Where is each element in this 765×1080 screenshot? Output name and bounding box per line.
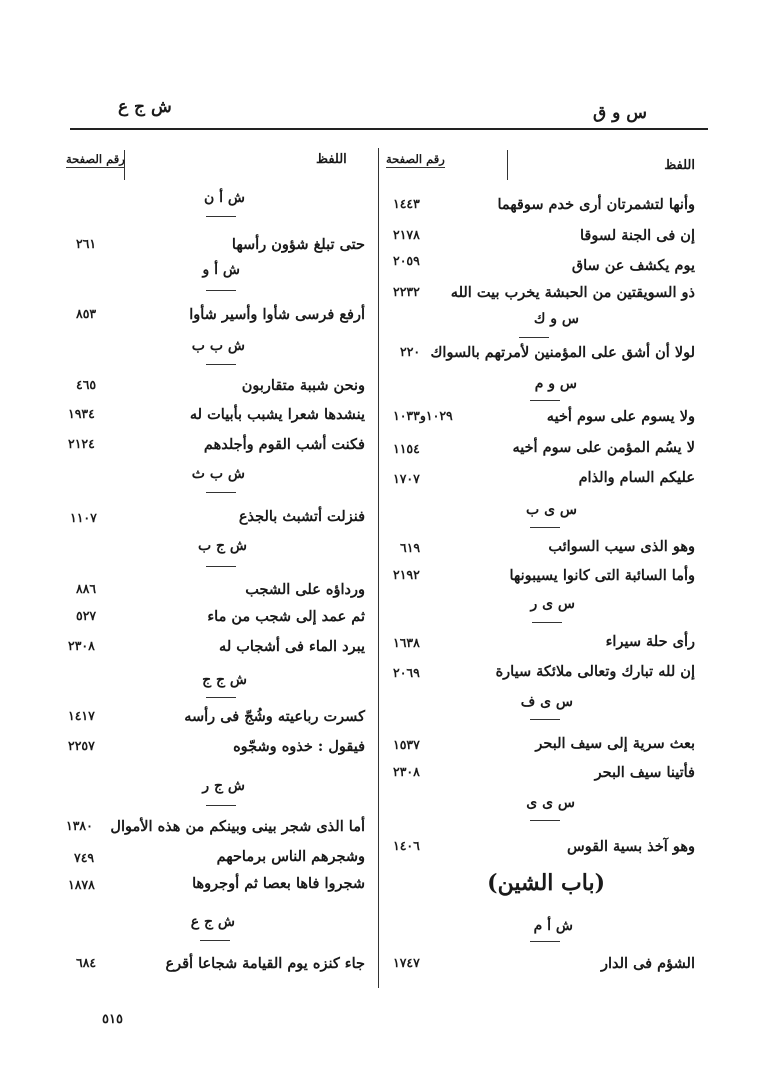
- root-heading: س ى ب: [526, 502, 577, 518]
- page-ref: ٢١٩٢: [393, 567, 420, 582]
- page-ref: ١١٠٧: [70, 510, 97, 525]
- root-heading: س ى ى: [526, 795, 575, 811]
- list-item: الشؤم فى الدار: [600, 955, 695, 972]
- root-heading: ش ب ث: [191, 466, 245, 482]
- page-ref: ٧٤٩: [74, 850, 95, 865]
- list-item: يوم يكشف عن ساق: [571, 257, 695, 274]
- right-word-heading: اللفظ: [664, 158, 695, 173]
- page-ref: ١٥٣٧: [393, 737, 420, 752]
- page-ref: ٢٣٠٨: [68, 638, 95, 653]
- page-ref: ١٨٧٨: [68, 877, 95, 892]
- root-heading: ش أ م: [533, 918, 573, 934]
- page-ref: ٢٣٠٨: [393, 764, 420, 779]
- root-heading: ش ج ج: [202, 672, 247, 688]
- root-divider: [530, 820, 560, 821]
- page-ref: ١٦٣٨: [393, 635, 420, 650]
- page-ref: ٢٦١: [76, 236, 97, 251]
- root-heading: ش ب ب: [191, 338, 245, 354]
- list-item: كسرت رباعيته وشُجّ فى رأسه: [184, 708, 365, 725]
- page-number: ٥١٥: [102, 1012, 123, 1027]
- root-heading: س و م: [534, 376, 577, 392]
- list-item: ذو السويقتين من الحبشة يخرب بيت الله: [450, 284, 695, 301]
- list-item: حتى تبلغ شؤون رأسها: [231, 236, 365, 253]
- running-header-left: ش ج ع: [118, 97, 172, 117]
- page-ref: ١١٥٤: [393, 441, 420, 456]
- root-divider: [530, 527, 560, 528]
- root-heading: ش أ و: [202, 262, 240, 278]
- root-divider: [530, 941, 560, 942]
- list-item: يبرد الماء فى أشجاب له: [219, 638, 365, 655]
- list-item: بعث سرية إلى سيف البحر: [535, 735, 695, 752]
- root-heading: س ى ف: [520, 694, 573, 710]
- page-ref: ٢٢٥٧: [68, 738, 95, 753]
- header-rule: [70, 128, 708, 130]
- root-divider: [206, 805, 236, 806]
- list-item: أرفع فرسى شأوا وأسير شأوا: [189, 306, 365, 323]
- list-item: ثم عمد إلى شجب من ماء: [207, 608, 365, 625]
- list-item: فنزلت أتشبث بالجذع: [238, 508, 365, 525]
- root-heading: س و ك: [533, 311, 579, 327]
- root-divider: [206, 216, 236, 217]
- list-item: فيقول : خذوه وشجّوه: [233, 738, 365, 755]
- left-word-heading: اللفظ: [316, 152, 347, 167]
- page-ref: ٦٨٤: [76, 955, 97, 970]
- root-heading: ش أ ن: [203, 190, 245, 206]
- list-item: شجروا فاها بعصا ثم أوجروها: [192, 875, 365, 892]
- page-ref: ١٧٤٧: [393, 955, 420, 970]
- page-ref: ٥٢٧: [76, 608, 97, 623]
- page-ref: ٢٠٦٩: [393, 665, 420, 680]
- root-divider: [519, 337, 549, 338]
- root-divider: [206, 697, 236, 698]
- list-item: ورداؤه على الشجب: [245, 581, 365, 598]
- page-ref: ٢١٢٤: [68, 436, 95, 451]
- root-divider: [200, 940, 230, 941]
- running-header-right: س و ق: [593, 103, 647, 123]
- list-item: ولا يسوم على سوم أخيه: [546, 408, 695, 425]
- page-ref: ١٩٣٤: [68, 406, 95, 421]
- list-item: عليكم السام والذام: [578, 469, 695, 486]
- page-ref: ٦١٩: [400, 540, 421, 555]
- root-divider: [530, 719, 560, 720]
- root-divider: [206, 492, 236, 493]
- list-item: رأى حلة سيراء: [605, 633, 695, 650]
- list-item: فأتينا سيف البحر: [594, 764, 695, 781]
- root-divider: [206, 566, 236, 567]
- page-ref: ١٤٤٣: [393, 196, 420, 211]
- list-item: إن فى الجنة لسوقا: [580, 227, 695, 244]
- right-page-heading: رقم الصفحة: [386, 152, 445, 166]
- root-divider: [206, 290, 236, 291]
- list-item: فكنت أشب القوم وأجلدهم: [203, 436, 365, 453]
- root-divider: [532, 622, 562, 623]
- list-item: وأنها لتشمرتان أرى خدم سوقهما: [497, 196, 695, 213]
- page-ref: ١٠٢٩و١٠٣٣: [393, 408, 453, 423]
- root-heading: س ى ر: [530, 596, 575, 612]
- list-item: وشجرهم الناس برماحهم: [216, 848, 365, 865]
- root-divider: [206, 364, 236, 365]
- list-item: ينشدها شعرا يشبب بأبيات له: [189, 406, 365, 423]
- list-item: لا يسُم المؤمن على سوم أخيه: [512, 439, 695, 456]
- page-ref: ١٧٠٧: [393, 471, 420, 486]
- left-page-heading: رقم الصفحة: [66, 152, 125, 166]
- list-item: وأما السائبة التى كانوا يسيبونها: [509, 567, 695, 584]
- root-heading: ش ج ع: [190, 914, 235, 930]
- chapter-title: (باب الشين): [487, 870, 605, 896]
- list-item: ونحن شببة متقاربون: [241, 377, 365, 394]
- page-ref: ٢٢٣٢: [393, 284, 420, 299]
- page-ref: ٤٦٥: [76, 377, 97, 392]
- page-ref: ١٤١٧: [68, 708, 95, 723]
- column-divider: [378, 148, 379, 988]
- page-ref: ٨٨٦: [76, 581, 97, 596]
- root-heading: ش ج ر: [202, 778, 245, 794]
- list-item: أما الذى شجر بينى وبينكم من هذه الأموال: [110, 818, 365, 835]
- page-ref: ٢٢٠: [400, 344, 421, 359]
- root-heading: ش ج ب: [197, 538, 247, 554]
- page-ref: ١٣٨٠: [66, 818, 93, 833]
- page-ref: ٨٥٣: [76, 306, 97, 321]
- page-ref: ٢١٧٨: [393, 227, 420, 242]
- list-item: لولا أن أشق على المؤمنين لأمرتهم بالسواك: [430, 344, 695, 361]
- list-item: وهو آخذ بسية القوس: [567, 838, 695, 855]
- right-page-divider: [507, 150, 508, 180]
- page-ref: ١٤٠٦: [393, 838, 420, 853]
- list-item: وهو الذى سيب السوائب: [548, 538, 695, 555]
- list-item: إن لله تبارك وتعالى ملائكة سيارة: [495, 663, 695, 680]
- root-divider: [530, 400, 560, 401]
- list-item: جاء كنزه يوم القيامة شجاعا أقرع: [165, 955, 365, 972]
- page-ref: ٢٠٥٩: [393, 253, 420, 268]
